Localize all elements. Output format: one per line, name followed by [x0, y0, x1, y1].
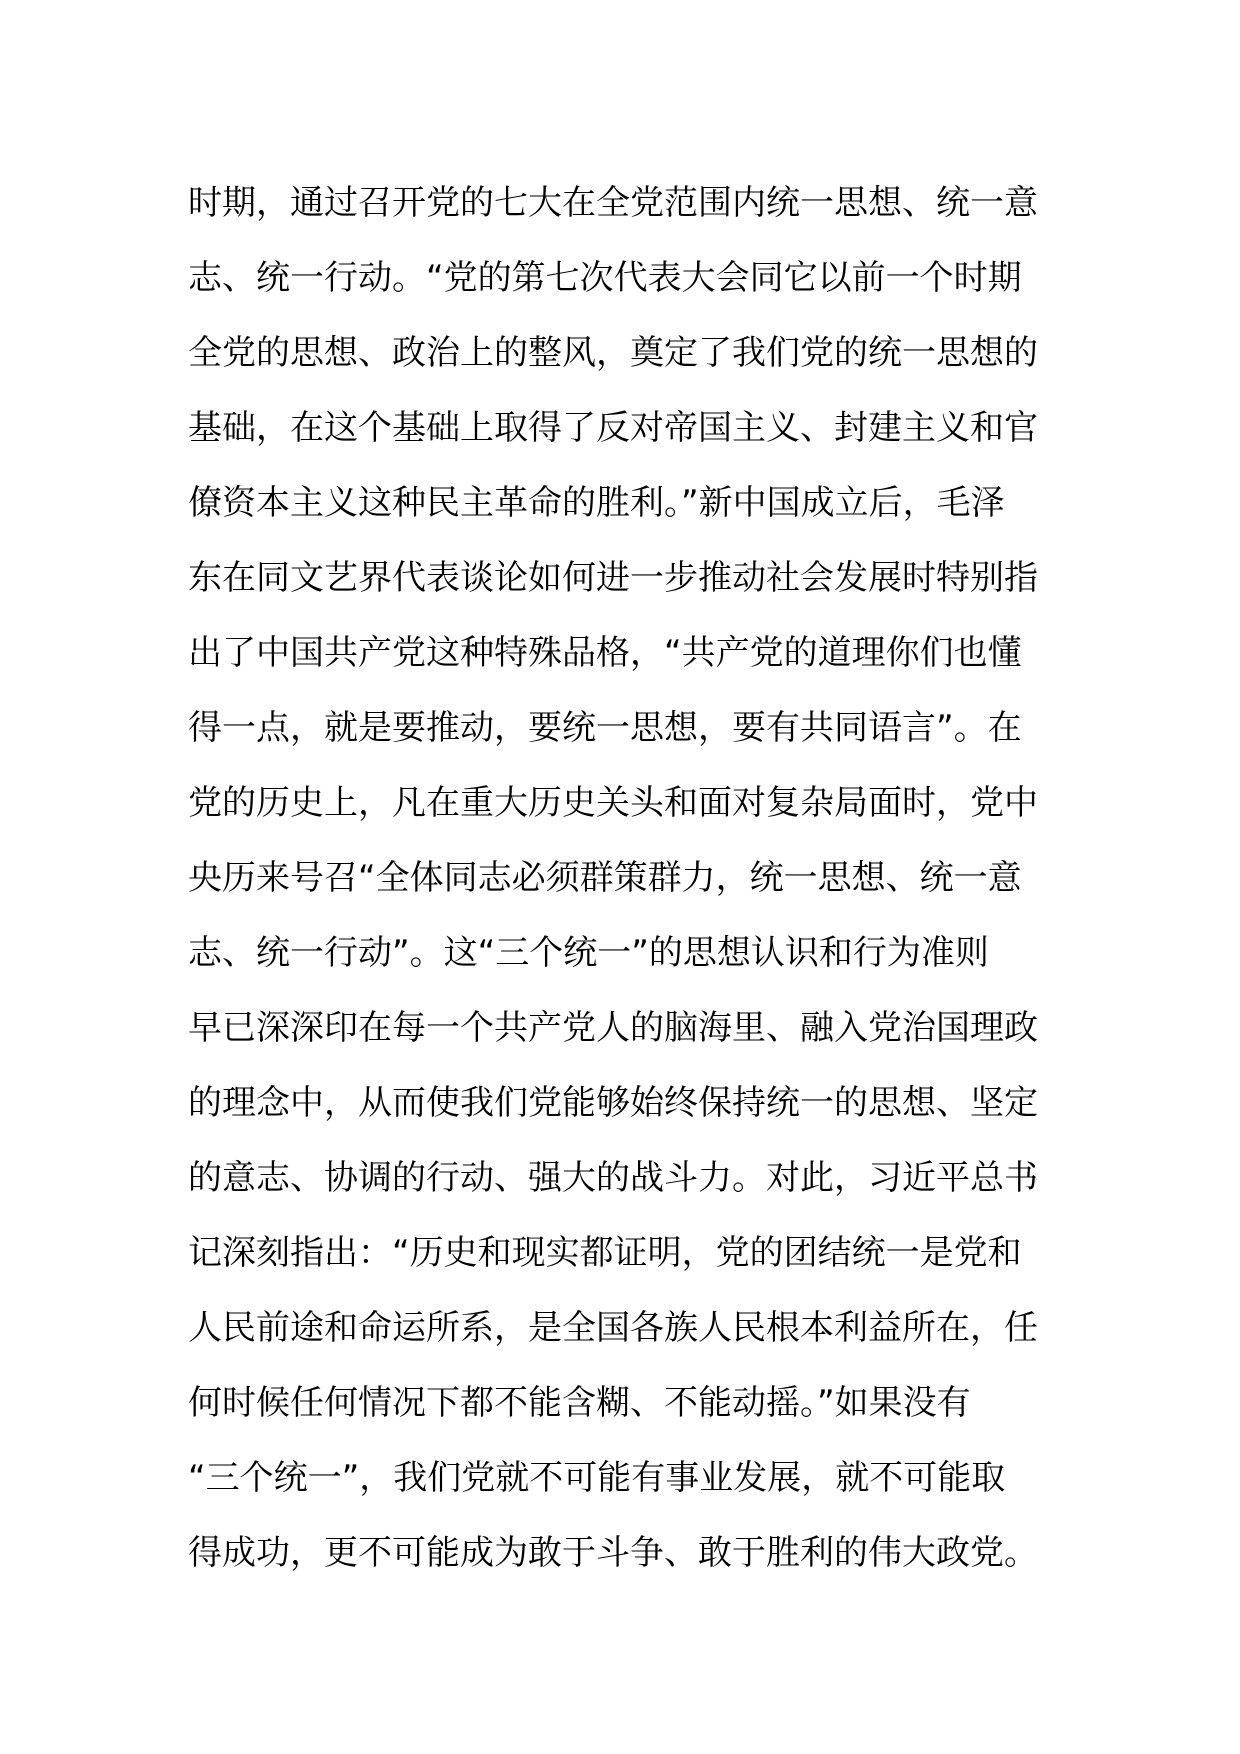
text-line-17: 何时候任何情况下都不能含糊、不能动摇。”如果没有: [188, 1383, 971, 1423]
text-line-1: 时期，通过召开党的七大在全党范围内统一思想、统一意: [188, 183, 1038, 223]
text-line-11: 志、统一行动”。这“三个统一”的思想认识和行为准则: [188, 933, 989, 973]
text-line-15: 记深刻指出：“历史和现实都证明，党的团结统一是党和: [188, 1233, 1022, 1273]
text-line-2: 志、统一行动。“党的第七次代表大会同它以前一个时期: [188, 258, 1022, 298]
text-line-7: 出了中国共产党这种特殊品格，“共产党的道理你们也懂: [188, 633, 1022, 673]
text-line-14: 的意志、协调的行动、强大的战斗力。对此，习近平总书: [188, 1158, 1038, 1198]
text-line-5: 僚资本主义这种民主革命的胜利。”新中国成立后，毛泽: [188, 483, 1005, 523]
text-line-9: 党的历史上，凡在重大历史关头和面对复杂局面时，党中: [188, 783, 1038, 823]
text-line-18: “三个统一”，我们党就不可能有事业发展，就不可能取: [188, 1458, 1006, 1498]
text-line-12: 早已深深印在每一个共产党人的脑海里、融入党治国理政: [188, 1008, 1038, 1048]
text-line-13: 的理念中，从而使我们党能够始终保持统一的思想、坚定: [188, 1083, 1038, 1123]
text-line-4: 基础，在这个基础上取得了反对帝国主义、封建主义和官: [188, 408, 1038, 448]
text-line-16: 人民前途和命运所系，是全国各族人民根本利益所在，任: [188, 1308, 1038, 1348]
text-line-10: 央历来号召“全体同志必须群策群力，统一思想、统一意: [188, 858, 1022, 898]
text-line-3: 全党的思想、政治上的整风，奠定了我们党的统一思想的: [188, 333, 1038, 373]
text-line-19: 得成功，更不可能成为敢于斗争、敢于胜利的伟大政党。: [188, 1533, 1038, 1573]
text-line-8: 得一点，就是要推动，要统一思想，要有共同语言”。在: [188, 708, 1022, 748]
body-paragraph: [188, 166, 1058, 1591]
text-line-6: 东在同文艺界代表谈论如何进一步推动社会发展时特别指: [188, 558, 1038, 598]
